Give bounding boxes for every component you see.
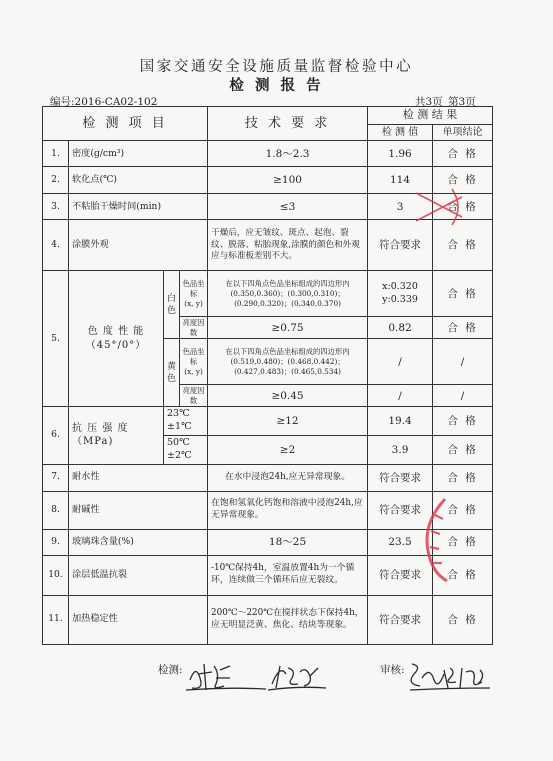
luminance-label: 亮度因数 xyxy=(180,385,208,407)
yellow-coord-value: / xyxy=(368,339,433,385)
white-luminance-requirement: ≥0.75 xyxy=(208,317,368,339)
test-value: 19.4 xyxy=(368,407,433,436)
yellow-luminance-value: / xyxy=(368,385,433,407)
white-coord-value: x:0.320 y:0.339 xyxy=(368,271,433,317)
test-value: 3 xyxy=(368,194,433,220)
requirement: 1.8～2.3 xyxy=(208,141,368,167)
row-number: 6. xyxy=(43,407,69,464)
conclusion: 合 格 xyxy=(433,464,493,491)
item-name: 不粘胎干燥时间(min) xyxy=(69,194,208,220)
item-name: 涂层低温抗裂 xyxy=(69,555,208,595)
row-number: 5. xyxy=(43,271,69,407)
requirement: -10℃保持4h，室温放置4h为一个循环，连续做三个循环后应无裂纹。 xyxy=(208,555,368,595)
test-value: 符合要求 xyxy=(368,464,433,491)
requirement: ≥12 xyxy=(208,407,368,436)
test-value: 符合要求 xyxy=(368,491,433,529)
reviewer-signature xyxy=(410,664,490,690)
conclusion: 合 格 xyxy=(433,141,493,167)
requirement: 200℃～220℃在搅拌状态下保持4h，应无明显泛黄、焦化、结块等现象。 xyxy=(208,595,368,644)
table-row xyxy=(43,595,493,644)
requirement: 干燥后，应无皱纹、斑点、起泡、裂纹、脱落、粘胎现象,涂膜的颜色和外观应与标准板差别不大。 xyxy=(208,220,368,271)
chroma-coord-label: 色品坐标 (x, y) xyxy=(180,339,208,385)
test-value: 符合要求 xyxy=(368,555,433,595)
table-row xyxy=(43,141,493,167)
document-number: 编号:2016-CA02-102 xyxy=(50,96,158,108)
row-number: 4. xyxy=(43,220,69,271)
test-value: 23.5 xyxy=(368,529,433,555)
item-name: 加热稳定性 xyxy=(69,595,208,644)
row-number: 11. xyxy=(43,595,69,644)
conclusion: / xyxy=(433,385,493,407)
org-title: 国家交通安全设施质量监督检验中心 xyxy=(139,59,414,75)
item-name: 玻璃珠含量(%) xyxy=(69,529,208,555)
conclusion: / xyxy=(433,339,493,385)
yellow-color-label: 黄 色 xyxy=(164,339,180,407)
item-name: 耐水性 xyxy=(69,464,208,491)
conclusion: 合 格 xyxy=(433,167,493,194)
requirement: 在水中浸泡24h,应无异常现象。 xyxy=(208,464,368,491)
row-number: 10. xyxy=(43,555,69,595)
conclusion: 合 格 xyxy=(433,491,493,529)
white-luminance-value: 0.82 xyxy=(368,317,433,339)
condition: 23℃±1℃ xyxy=(164,407,208,436)
row-number: 9. xyxy=(43,529,69,555)
item-name: 密度(g/cm³) xyxy=(69,141,208,167)
header-item: 检 测 项 目 xyxy=(43,107,208,141)
conclusion: 合 格 xyxy=(433,435,493,464)
requirement: 18～25 xyxy=(208,529,368,555)
luminance-label: 亮度因数 xyxy=(180,317,208,339)
white-color-label: 白 色 xyxy=(164,271,180,339)
condition: 50℃±2℃ xyxy=(164,435,208,464)
conclusion: 合 格 xyxy=(433,595,493,644)
header-value: 检 测 值 xyxy=(368,124,433,141)
item-name: 耐碱性 xyxy=(69,491,208,529)
reviewed-by-label: 审核: xyxy=(380,664,405,676)
tester-signature-1 xyxy=(186,664,266,690)
conclusion: 合 格 xyxy=(433,529,493,555)
table-row xyxy=(43,220,493,271)
chroma-coord-label: 色品坐标 (x, y) xyxy=(180,271,208,317)
row-number: 2. xyxy=(43,167,69,194)
test-value: 114 xyxy=(368,167,433,194)
item-name: 抗 压 强 度 （MPa) xyxy=(69,407,164,464)
conclusion: 合 格 xyxy=(433,317,493,339)
table-row xyxy=(43,271,493,317)
report-title: 检 测 报 告 xyxy=(229,77,324,94)
red-seal-stamp xyxy=(415,495,465,585)
table-row xyxy=(43,407,493,436)
header-conclusion: 单项结论 xyxy=(433,124,493,141)
item-name: 软化点(℃) xyxy=(69,167,208,194)
header-result: 检 测 结 果 xyxy=(368,107,493,125)
row-number: 3. xyxy=(43,194,69,220)
conclusion: 合 格 xyxy=(433,194,493,220)
test-value: 3.9 xyxy=(368,435,433,464)
test-value: 符合要求 xyxy=(368,595,433,644)
white-coord-requirement: 在以下四角点色品坐标组成的四边形内 (0.350,0.360)；(0.300,0.310)； (0.290,0.320)；(0.340,0.370) xyxy=(208,271,368,317)
header-requirement: 技 术 要 求 xyxy=(208,107,368,141)
requirement: ≤3 xyxy=(208,194,368,220)
test-value: 符合要求 xyxy=(368,220,433,271)
row-number: 7. xyxy=(43,464,69,491)
item-name: 色 度 性 能 （45°/0°） xyxy=(69,271,164,407)
table-row xyxy=(43,464,493,491)
tester-signature-2 xyxy=(268,666,326,690)
conclusion: 合 格 xyxy=(433,220,493,271)
row-number: 8. xyxy=(43,491,69,529)
conclusion: 合 格 xyxy=(433,271,493,317)
tested-by-label: 检测: xyxy=(158,664,183,676)
red-stamp-mark xyxy=(412,187,472,227)
item-name: 涂膜外观 xyxy=(69,220,208,271)
conclusion: 合 格 xyxy=(433,555,493,595)
conclusion: 合 格 xyxy=(433,407,493,436)
page-info: 共3页 第3页 xyxy=(415,96,476,108)
requirement: ≥100 xyxy=(208,167,368,194)
yellow-coord-requirement: 在以下四角点色品坐标组成的四边形内 (0.519,0.480)；(0.468,0.442)； (0.427,0.483)；(0.465,0.534) xyxy=(208,339,368,385)
signatures xyxy=(150,656,510,696)
yellow-luminance-requirement: ≥0.45 xyxy=(208,385,368,407)
test-value: 1.96 xyxy=(368,141,433,167)
requirement: 在饱和氢氧化钙饱和溶液中浸泡24h,应无异常现象。 xyxy=(208,491,368,529)
requirement: ≥2 xyxy=(208,435,368,464)
row-number: 1. xyxy=(43,141,69,167)
